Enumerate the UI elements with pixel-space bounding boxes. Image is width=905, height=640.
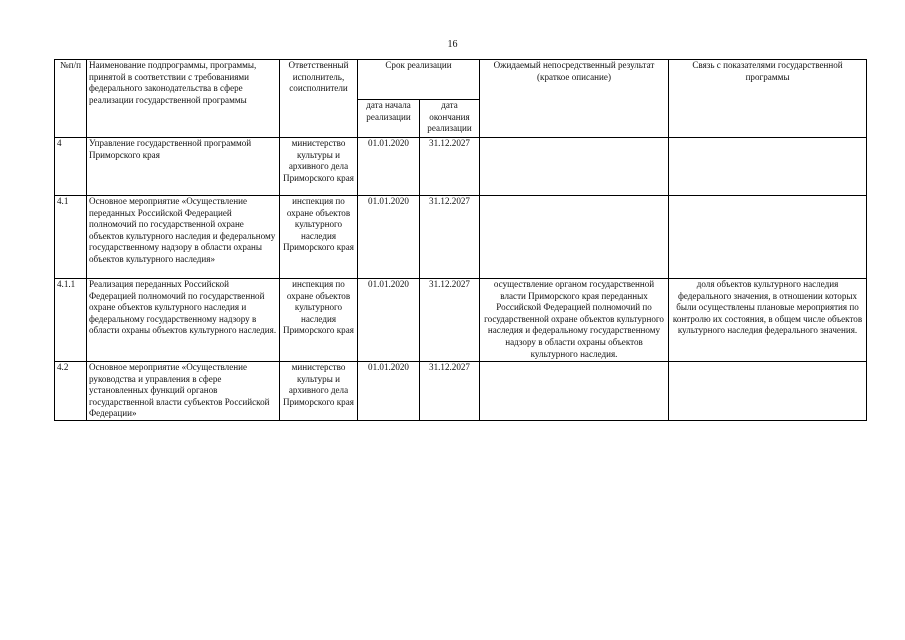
header-num: №п/п: [55, 60, 87, 138]
row-link: доля объектов культурного наследия федерального значения, в отношении которых были осуществлены плановые мероприятия по контролю их состояния, в общем числе объектов культурного наследия федерального значения.: [669, 279, 867, 362]
header-period: Срок реализации: [358, 60, 480, 100]
row-start: 01.01.2020: [358, 362, 420, 421]
header-name: Наименование подпрограммы, программы, принятой в соответствии с требованиями федерального законодательства в сфере реализации государственной программы: [87, 60, 280, 138]
row-result: [480, 138, 669, 196]
row-num: 4.1.1: [55, 279, 87, 362]
row-end: 31.12.2027: [420, 362, 480, 421]
header-result: Ожидаемый непосредственный результат (краткое описание): [480, 60, 669, 138]
table-row: [55, 196, 867, 279]
row-name: Реализация переданных Российской Федерацией полномочий по государственной охране объектов культурного наследия и федеральному государственному надзору в области охраны объектов культурного наследия.: [87, 279, 280, 362]
row-responsible: инспекция по охране объектов культурного наследия Приморского края: [280, 279, 358, 362]
page-number: 16: [447, 39, 458, 50]
row-name: Основное мероприятие «Осуществление переданных Российской Федерацией полномочий по государственной охране объектов культурного наследия и федеральному государственному надзору в области охраны объектов культурного наследия»: [87, 196, 280, 279]
row-end: 31.12.2027: [420, 279, 480, 362]
row-num: 4.1: [55, 196, 87, 279]
row-name: Управление государственной программой Приморского края: [87, 138, 280, 196]
row-name: Основное мероприятие «Осуществление руководства и управления в сфере установленных функций органов государственной власти субъектов Российской Федерации»: [87, 362, 280, 421]
row-start: 01.01.2020: [358, 138, 420, 196]
row-start: 01.01.2020: [358, 279, 420, 362]
header-start: дата начала реализации: [358, 100, 420, 138]
program-table: [54, 59, 867, 421]
row-responsible: министерство культуры и архивного дела Приморского края: [280, 362, 358, 421]
row-link: [669, 362, 867, 421]
row-responsible: инспекция по охране объектов культурного наследия Приморского края: [280, 196, 358, 279]
row-responsible: министерство культуры и архивного дела Приморского края: [280, 138, 358, 196]
row-link: [669, 138, 867, 196]
row-end: 31.12.2027: [420, 138, 480, 196]
row-result: [480, 196, 669, 279]
row-num: 4.2: [55, 362, 87, 421]
table-row: [55, 362, 867, 421]
header-link: Связь с показателями государственной программы: [669, 60, 867, 138]
header-end: дата окончания реализации: [420, 100, 480, 138]
table-row: [55, 279, 867, 362]
row-result: осуществление органом государственной власти Приморского края переданных Российской Федерацией полномочий по государственной охране объектов культурного наследия и федеральному государственному надзору в области охраны объектов культурного наследия.: [480, 279, 669, 362]
table-row: [55, 138, 867, 196]
row-link: [669, 196, 867, 279]
header-responsible: Ответственный исполнитель, соисполнители: [280, 60, 358, 138]
row-num: 4: [55, 138, 87, 196]
row-result: [480, 362, 669, 421]
row-start: 01.01.2020: [358, 196, 420, 279]
row-end: 31.12.2027: [420, 196, 480, 279]
